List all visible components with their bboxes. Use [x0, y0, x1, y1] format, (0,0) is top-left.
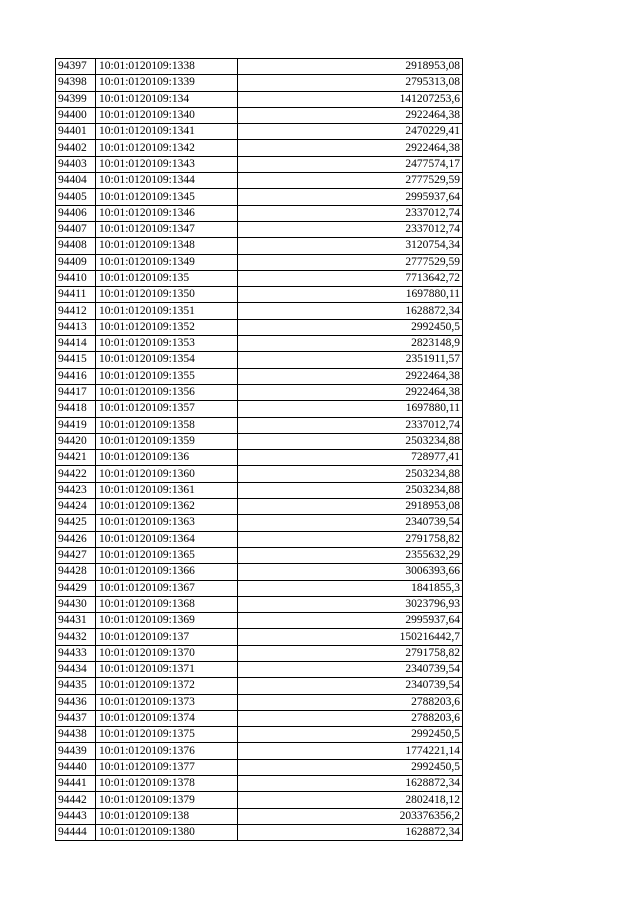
cadastral-number-cell: 10:01:0120109:1369 — [96, 613, 238, 629]
row-id-cell: 94440 — [56, 759, 96, 775]
cadastral-number-cell: 10:01:0120109:1364 — [96, 531, 238, 547]
value-cell: 3023796,93 — [238, 596, 463, 612]
row-id-cell: 94404 — [56, 173, 96, 189]
table-row — [56, 808, 463, 824]
value-cell: 2355632,29 — [238, 547, 463, 563]
cadastral-number-cell: 10:01:0120109:1368 — [96, 596, 238, 612]
table-row — [56, 417, 463, 433]
value-cell: 203376356,2 — [238, 808, 463, 824]
value-cell: 2918953,08 — [238, 59, 463, 75]
cadastral-number-cell: 10:01:0120109:1378 — [96, 776, 238, 792]
cadastral-number-cell: 10:01:0120109:1380 — [96, 824, 238, 840]
cadastral-number-cell: 10:01:0120109:1341 — [96, 124, 238, 140]
table-row — [56, 156, 463, 172]
row-id-cell: 94443 — [56, 808, 96, 824]
table-row — [56, 433, 463, 449]
table-row — [56, 564, 463, 580]
cadastral-number-cell: 10:01:0120109:1361 — [96, 482, 238, 498]
cadastral-number-cell: 10:01:0120109:1355 — [96, 368, 238, 384]
table-row — [56, 91, 463, 107]
table-row — [56, 270, 463, 286]
cadastral-number-cell: 10:01:0120109:1356 — [96, 384, 238, 400]
row-id-cell: 94421 — [56, 450, 96, 466]
table-row — [56, 75, 463, 91]
value-cell: 2995937,64 — [238, 613, 463, 629]
table-body — [56, 59, 463, 841]
table-row — [56, 401, 463, 417]
cadastral-number-cell: 10:01:0120109:1371 — [96, 661, 238, 677]
cadastral-number-cell: 10:01:0120109:1365 — [96, 547, 238, 563]
value-cell: 2795313,08 — [238, 75, 463, 91]
row-id-cell: 94425 — [56, 515, 96, 531]
row-id-cell: 94439 — [56, 743, 96, 759]
row-id-cell: 94416 — [56, 368, 96, 384]
value-cell: 2503234,88 — [238, 433, 463, 449]
row-id-cell: 94424 — [56, 499, 96, 515]
value-cell: 2823148,9 — [238, 336, 463, 352]
value-cell: 2788203,6 — [238, 710, 463, 726]
row-id-cell: 94406 — [56, 205, 96, 221]
table-row — [56, 384, 463, 400]
cadastral-number-cell: 10:01:0120109:1376 — [96, 743, 238, 759]
row-id-cell: 94432 — [56, 629, 96, 645]
cadastral-number-cell: 10:01:0120109:1349 — [96, 254, 238, 270]
cadastral-number-cell: 10:01:0120109:1343 — [96, 156, 238, 172]
row-id-cell: 94411 — [56, 287, 96, 303]
table-row — [56, 515, 463, 531]
row-id-cell: 94402 — [56, 140, 96, 156]
value-cell: 1628872,34 — [238, 824, 463, 840]
cadastral-number-cell: 10:01:0120109:1373 — [96, 694, 238, 710]
row-id-cell: 94397 — [56, 59, 96, 75]
row-id-cell: 94413 — [56, 319, 96, 335]
cadastral-number-cell: 10:01:0120109:1366 — [96, 564, 238, 580]
cadastral-number-cell: 10:01:0120109:1370 — [96, 645, 238, 661]
row-id-cell: 94422 — [56, 466, 96, 482]
value-cell: 2922464,38 — [238, 368, 463, 384]
row-id-cell: 94399 — [56, 91, 96, 107]
row-id-cell: 94430 — [56, 596, 96, 612]
cadastral-number-cell: 10:01:0120109:1351 — [96, 303, 238, 319]
cadastral-number-cell: 10:01:0120109:135 — [96, 270, 238, 286]
cadastral-number-cell: 10:01:0120109:1367 — [96, 580, 238, 596]
table-row — [56, 450, 463, 466]
table-row — [56, 482, 463, 498]
table-row — [56, 580, 463, 596]
cadastral-number-cell: 10:01:0120109:137 — [96, 629, 238, 645]
value-cell: 150216442,7 — [238, 629, 463, 645]
row-id-cell: 94429 — [56, 580, 96, 596]
cadastral-number-cell: 10:01:0120109:1358 — [96, 417, 238, 433]
value-cell: 1628872,34 — [238, 776, 463, 792]
value-cell: 2503234,88 — [238, 466, 463, 482]
cadastral-number-cell: 10:01:0120109:134 — [96, 91, 238, 107]
value-cell: 2340739,54 — [238, 661, 463, 677]
cadastral-number-cell: 10:01:0120109:1375 — [96, 727, 238, 743]
row-id-cell: 94441 — [56, 776, 96, 792]
table-row — [56, 661, 463, 677]
value-cell: 2340739,54 — [238, 515, 463, 531]
row-id-cell: 94426 — [56, 531, 96, 547]
value-cell: 3006393,66 — [238, 564, 463, 580]
table-row — [56, 221, 463, 237]
cadastral-number-cell: 10:01:0120109:1363 — [96, 515, 238, 531]
value-cell: 2922464,38 — [238, 140, 463, 156]
table-row — [56, 368, 463, 384]
row-id-cell: 94427 — [56, 547, 96, 563]
value-cell: 1628872,34 — [238, 303, 463, 319]
table-row — [56, 743, 463, 759]
value-cell: 1774221,14 — [238, 743, 463, 759]
value-cell: 2922464,38 — [238, 384, 463, 400]
row-id-cell: 94407 — [56, 221, 96, 237]
row-id-cell: 94401 — [56, 124, 96, 140]
row-id-cell: 94438 — [56, 727, 96, 743]
cadastral-number-cell: 10:01:0120109:1359 — [96, 433, 238, 449]
cadastral-number-cell: 10:01:0120109:1342 — [96, 140, 238, 156]
row-id-cell: 94420 — [56, 433, 96, 449]
table-row — [56, 824, 463, 840]
row-id-cell: 94414 — [56, 336, 96, 352]
table-row — [56, 678, 463, 694]
value-cell: 2337012,74 — [238, 417, 463, 433]
row-id-cell: 94405 — [56, 189, 96, 205]
value-cell: 2995937,64 — [238, 189, 463, 205]
table-row — [56, 694, 463, 710]
cadastral-number-cell: 10:01:0120109:1360 — [96, 466, 238, 482]
cadastral-number-cell: 10:01:0120109:1379 — [96, 792, 238, 808]
value-cell: 2992450,5 — [238, 759, 463, 775]
value-cell: 728977,41 — [238, 450, 463, 466]
value-cell: 2802418,12 — [238, 792, 463, 808]
table-row — [56, 613, 463, 629]
table-row — [56, 645, 463, 661]
cadastral-number-cell: 10:01:0120109:1344 — [96, 173, 238, 189]
table-row — [56, 531, 463, 547]
row-id-cell: 94437 — [56, 710, 96, 726]
row-id-cell: 94423 — [56, 482, 96, 498]
value-cell: 2337012,74 — [238, 221, 463, 237]
row-id-cell: 94408 — [56, 238, 96, 254]
row-id-cell: 94403 — [56, 156, 96, 172]
cadastral-number-cell: 10:01:0120109:1339 — [96, 75, 238, 91]
value-cell: 2503234,88 — [238, 482, 463, 498]
value-cell: 2791758,82 — [238, 645, 463, 661]
value-cell: 1697880,11 — [238, 401, 463, 417]
table-row — [56, 287, 463, 303]
value-cell: 2477574,17 — [238, 156, 463, 172]
table-row — [56, 238, 463, 254]
cadastral-number-cell: 10:01:0120109:136 — [96, 450, 238, 466]
table-row — [56, 710, 463, 726]
row-id-cell: 94442 — [56, 792, 96, 808]
cadastral-number-cell: 10:01:0120109:1346 — [96, 205, 238, 221]
value-cell: 3120754,34 — [238, 238, 463, 254]
value-cell: 2337012,74 — [238, 205, 463, 221]
row-id-cell: 94415 — [56, 352, 96, 368]
row-id-cell: 94434 — [56, 661, 96, 677]
cadastral-number-cell: 10:01:0120109:1377 — [96, 759, 238, 775]
value-cell: 2351911,57 — [238, 352, 463, 368]
cadastral-number-cell: 10:01:0120109:1353 — [96, 336, 238, 352]
cadastral-number-cell: 10:01:0120109:1348 — [96, 238, 238, 254]
cadastral-number-cell: 10:01:0120109:1345 — [96, 189, 238, 205]
cadastral-number-cell: 10:01:0120109:1338 — [96, 59, 238, 75]
row-id-cell: 94412 — [56, 303, 96, 319]
value-cell: 141207253,6 — [238, 91, 463, 107]
row-id-cell: 94435 — [56, 678, 96, 694]
table-row — [56, 254, 463, 270]
cadastral-number-cell: 10:01:0120109:1362 — [96, 499, 238, 515]
row-id-cell: 94433 — [56, 645, 96, 661]
cadastral-number-cell: 10:01:0120109:1354 — [96, 352, 238, 368]
table-row — [56, 759, 463, 775]
row-id-cell: 94418 — [56, 401, 96, 417]
row-id-cell: 94431 — [56, 613, 96, 629]
table-row — [56, 336, 463, 352]
row-id-cell: 94398 — [56, 75, 96, 91]
value-cell: 2791758,82 — [238, 531, 463, 547]
row-id-cell: 94444 — [56, 824, 96, 840]
table-row — [56, 727, 463, 743]
value-cell: 1697880,11 — [238, 287, 463, 303]
value-cell: 2918953,08 — [238, 499, 463, 515]
table-row — [56, 205, 463, 221]
table-row — [56, 629, 463, 645]
row-id-cell: 94428 — [56, 564, 96, 580]
table-row — [56, 173, 463, 189]
row-id-cell: 94436 — [56, 694, 96, 710]
cadastral-number-cell: 10:01:0120109:1372 — [96, 678, 238, 694]
table-row — [56, 499, 463, 515]
row-id-cell: 94410 — [56, 270, 96, 286]
row-id-cell: 94417 — [56, 384, 96, 400]
table-row — [56, 189, 463, 205]
cadastral-number-cell: 10:01:0120109:1357 — [96, 401, 238, 417]
table-row — [56, 107, 463, 123]
cadastral-number-cell: 10:01:0120109:1350 — [96, 287, 238, 303]
table-row — [56, 352, 463, 368]
value-cell: 2788203,6 — [238, 694, 463, 710]
value-cell: 7713642,72 — [238, 270, 463, 286]
table-row — [56, 303, 463, 319]
value-cell: 2777529,59 — [238, 173, 463, 189]
table-row — [56, 124, 463, 140]
cadastral-number-cell: 10:01:0120109:138 — [96, 808, 238, 824]
value-cell: 2992450,5 — [238, 319, 463, 335]
value-cell: 2340739,54 — [238, 678, 463, 694]
row-id-cell: 94400 — [56, 107, 96, 123]
table-row — [56, 140, 463, 156]
cadastral-number-cell: 10:01:0120109:1374 — [96, 710, 238, 726]
cadastral-number-cell: 10:01:0120109:1340 — [96, 107, 238, 123]
table-row — [56, 596, 463, 612]
row-id-cell: 94419 — [56, 417, 96, 433]
value-cell: 1841855,3 — [238, 580, 463, 596]
row-id-cell: 94409 — [56, 254, 96, 270]
table-row — [56, 776, 463, 792]
table-row — [56, 59, 463, 75]
value-cell: 2922464,38 — [238, 107, 463, 123]
value-cell: 2470229,41 — [238, 124, 463, 140]
cadastral-number-cell: 10:01:0120109:1347 — [96, 221, 238, 237]
value-cell: 2992450,5 — [238, 727, 463, 743]
table-row — [56, 547, 463, 563]
table-row — [56, 319, 463, 335]
value-cell: 2777529,59 — [238, 254, 463, 270]
table-row — [56, 466, 463, 482]
table-row — [56, 792, 463, 808]
cadastral-number-cell: 10:01:0120109:1352 — [96, 319, 238, 335]
data-table — [55, 58, 463, 841]
